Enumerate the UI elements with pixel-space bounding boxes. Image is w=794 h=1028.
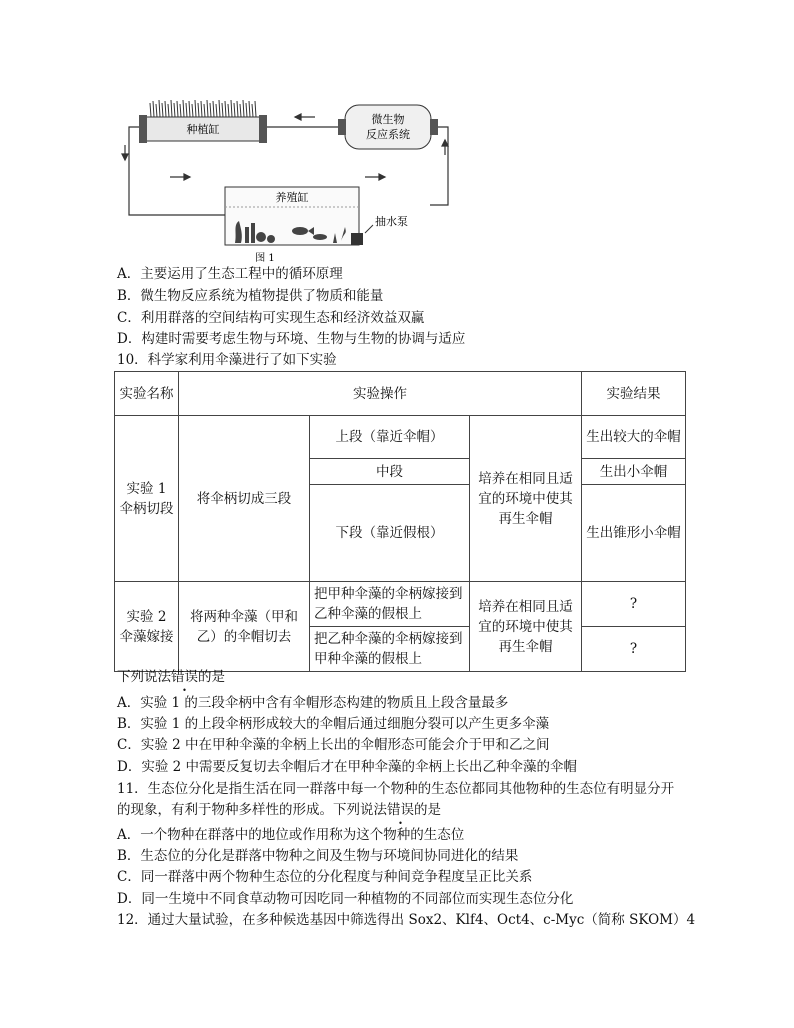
q9-option-d: D．构建时需要考虑生物与环境、生物与生物的协调与适应 [117,331,466,347]
exp1-result-lower: 生出锥形小伞帽 [582,485,686,582]
breeding-tank-label: 养殖缸 [275,191,309,204]
exp2-condition: 培养在相同且适宜的环境中使其再生伞帽 [470,582,582,672]
q11-stem-1: 11．生态位分化是指生活在同一群落中每一个物种的生态位都同其他物种的生态位有明显分开 [117,781,675,797]
exp1-segment-lower: 下段（靠近假根） [310,485,470,582]
q11-stem-emphasis: 错误 [387,802,414,818]
exp1-result-middle: 生出小伞帽 [582,459,686,485]
q11-stem-pre: 的现象，有利于物种多样性的形成。下列说法 [117,802,387,818]
q10-prompt-emphasis: 错误 [171,669,198,685]
q12-stem-1: 12．通过大量试验，在多种候选基因中筛选得出 Sox2、Klf4、Oct4、c-Myc（简称 SKOM）4 [117,912,696,928]
exp1-name: 实验 1 伞柄切段 [115,416,179,582]
experiment-table [114,371,686,672]
exp1-condition: 培养在相同且适宜的环境中使其再生伞帽 [470,416,582,582]
exp1-operation: 将伞柄切成三段 [179,416,310,582]
q10-option-b: B．实验 1 的上段伞柄形成较大的伞帽后通过细胞分裂可以产生更多伞藻 [117,716,550,732]
q11-stem-2 [117,800,441,820]
q11-option-b: B．生态位的分化是群落中物种之间及生物与环境间协同进化的结果 [117,848,519,864]
q11-option-c: C．同一群落中两个物种生态位的分化程度与种间竞争程度呈正比关系 [117,869,533,885]
water-pump [351,233,363,245]
grass-icon [150,100,256,117]
q10-option-c: C．实验 2 中在甲种伞藻的伞柄上长出的伞帽形态可能会介于甲和乙之间 [117,737,550,753]
q9-option-b: B．微生物反应系统为植物提供了物质和能量 [117,288,384,304]
q9-option-c: C．利用群落的空间结构可实现生态和经济效益双赢 [117,310,425,326]
q10-prompt-pre: 下列说法 [117,669,171,685]
exp2-name: 实验 2 伞藻嫁接 [115,582,179,672]
exp2-result-1: ? [582,582,686,627]
exp2-graft-2: 把乙种伞藻的伞柄嫁接到甲种伞藻的假根上 [310,627,470,672]
q11-option-a: A．一个物种在群落中的地位或作用称为这个物种的生态位 [117,827,465,843]
reactor-label-1: 微生物 [371,113,405,126]
exp1-segment-middle: 中段 [310,459,470,485]
exp1-result-upper: 生出较大的伞帽 [582,416,686,459]
q9-option-a: A．主要运用了生态工程中的循环原理 [117,266,343,282]
microbial-reactor [345,105,431,149]
ecosystem-diagram [115,95,460,265]
reactor-label-2: 反应系统 [366,128,410,141]
planting-tank-label: 种植缸 [186,123,220,136]
q10-prompt [117,667,225,687]
q10-stem: 10．科学家利用伞藻进行了如下实验 [117,352,337,368]
q11-stem-post: 的是 [414,802,441,818]
exp1-segment-upper: 上段（靠近伞帽） [310,416,470,459]
exp2-graft-1: 把甲种伞藻的伞柄嫁接到乙种伞藻的假根上 [310,582,470,627]
q11-option-d: D．同一生境中不同食草动物可因吃同一种植物的不同部位而实现生态位分化 [117,891,574,907]
header-result: 实验结果 [582,372,686,416]
figure-caption: 图 1 [255,253,275,264]
q10-prompt-post: 的是 [198,669,225,685]
exp2-operation: 将两种伞藻（甲和乙）的伞帽切去 [179,582,310,672]
q10-option-a: A．实验 1 的三段伞柄中含有伞帽形态构建的物质且上段含量最多 [117,695,509,711]
header-operation: 实验操作 [179,372,582,416]
exp2-result-2: ? [582,627,686,672]
q10-option-d: D．实验 2 中需要反复切去伞帽后才在甲种伞藻的伞柄上长出乙种伞藻的伞帽 [117,759,577,775]
pump-label: 抽水泵 [375,215,408,228]
header-name: 实验名称 [115,372,179,416]
